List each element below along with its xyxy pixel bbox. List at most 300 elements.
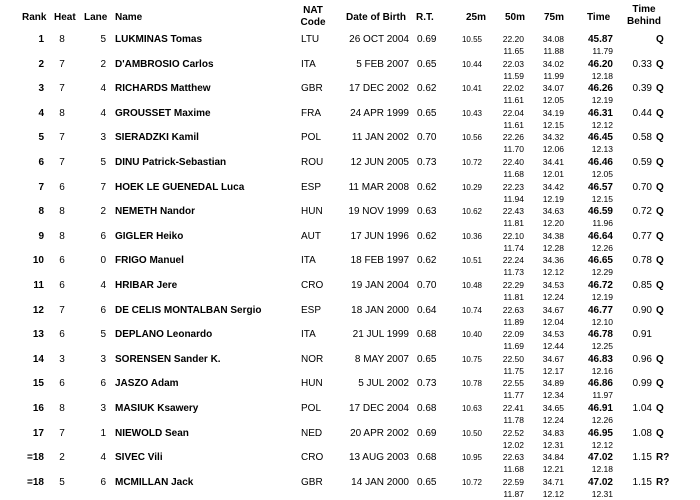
swimmer-name: SIVEC Vili [115, 452, 163, 464]
date-of-birth: 18 JAN 2000 [351, 304, 409, 316]
cumulative-75m: 34.07 [542, 83, 564, 94]
reaction-time: 0.62 [417, 255, 437, 267]
date-of-birth: 8 MAY 2007 [354, 353, 409, 365]
split-25m: 10.95 [461, 453, 482, 463]
header-rank: Rank [22, 12, 47, 23]
split-50m: 11.77 [503, 390, 524, 401]
header-nat-line1: NAT [303, 5, 323, 16]
reaction-time: 0.68 [417, 403, 437, 414]
split-75m: 11.99 [543, 70, 564, 81]
split-25m: 10.63 [461, 404, 482, 413]
lane-cell: 2 [100, 206, 106, 218]
rank-cell: 4 [38, 107, 44, 119]
split-100m: 12.15 [591, 193, 613, 204]
reaction-time: 0.65 [417, 353, 437, 365]
header-name: Name [115, 12, 143, 23]
final-time: 46.57 [587, 181, 613, 193]
lane-cell: 5 [100, 157, 106, 168]
rank-cell: 3 [38, 83, 44, 95]
swimmer-name: MASIUK Ksawery [115, 403, 199, 414]
split-75m: 12.05 [542, 95, 564, 106]
qualification-mark: Q [656, 157, 664, 168]
final-time: 46.26 [587, 83, 613, 95]
split-75m: 11.88 [543, 46, 564, 56]
cumulative-75m: 34.36 [542, 255, 564, 266]
reaction-time: 0.65 [417, 107, 437, 119]
split-100m: 12.26 [591, 242, 613, 253]
qualification-mark: Q [656, 83, 664, 95]
cumulative-50m: 22.63 [502, 304, 524, 315]
split-25m: 10.51 [461, 256, 482, 266]
cumulative-50m: 22.55 [502, 378, 524, 389]
date-of-birth: 19 NOV 1999 [348, 206, 409, 218]
heat-cell: 8 [59, 403, 65, 414]
split-25m: 10.56 [461, 133, 482, 143]
date-of-birth: 24 APR 1999 [350, 107, 409, 119]
split-100m: 12.12 [591, 119, 613, 130]
split-25m: 10.72 [461, 158, 482, 167]
cumulative-75m: 34.53 [542, 329, 564, 340]
final-time: 46.83 [587, 353, 613, 365]
split-75m: 12.28 [542, 242, 564, 253]
heat-cell: 6 [59, 255, 65, 267]
qualification-mark: Q [656, 403, 664, 414]
swimmer-name: GIGLER Heiko [115, 230, 184, 242]
split-25m: 10.75 [461, 354, 482, 364]
time-behind: 0.44 [632, 107, 652, 119]
lane-cell: 4 [100, 452, 106, 464]
cumulative-75m: 34.63 [542, 206, 564, 217]
date-of-birth: 21 JUL 1999 [352, 329, 409, 341]
heat-cell: 6 [59, 181, 65, 193]
cumulative-50m: 22.10 [502, 230, 524, 241]
qualification-mark: Q [656, 107, 664, 119]
rank-cell: 8 [38, 206, 44, 218]
split-75m: 12.24 [542, 292, 564, 302]
heat-cell: 6 [59, 280, 65, 291]
nat-code: GBR [301, 83, 323, 95]
header-lane: Lane [84, 12, 108, 23]
split-75m: 12.12 [542, 267, 564, 278]
qualification-mark: Q [656, 58, 664, 70]
final-time: 46.95 [587, 427, 613, 439]
final-time: 46.65 [587, 255, 613, 267]
split-25m: 10.43 [461, 108, 482, 118]
swimmer-name: MCMILLAN Jack [115, 476, 194, 488]
heat-cell: 8 [59, 230, 65, 242]
final-time: 46.77 [587, 304, 613, 316]
heat-cell: 7 [59, 132, 65, 144]
heat-cell: 8 [59, 107, 65, 119]
nat-code: POL [301, 132, 322, 144]
date-of-birth: 13 AUG 2003 [348, 452, 409, 464]
time-behind: 1.15 [632, 452, 652, 464]
lane-cell: 0 [100, 255, 106, 267]
lane-cell: 3 [100, 353, 106, 365]
qualification-mark: Q [656, 353, 664, 365]
cumulative-50m: 22.20 [502, 34, 524, 44]
lane-cell: 5 [100, 329, 106, 341]
date-of-birth: 17 JUN 1996 [350, 230, 409, 242]
split-100m: 12.19 [591, 95, 613, 106]
split-50m: 11.68 [503, 464, 524, 475]
split-25m: 10.29 [461, 182, 482, 192]
cumulative-50m: 22.23 [502, 181, 524, 192]
split-75m: 12.19 [542, 193, 564, 204]
split-75m: 12.21 [542, 464, 564, 475]
split-50m: 11.87 [503, 488, 524, 499]
split-100m: 12.29 [591, 267, 613, 278]
time-behind: 0.99 [632, 378, 652, 390]
rank-cell: =18 [27, 476, 44, 488]
time-behind: 0.96 [632, 353, 652, 365]
qualification-mark: Q [656, 206, 664, 218]
nat-code: ESP [301, 304, 322, 316]
cumulative-75m: 34.89 [542, 378, 564, 389]
split-100m: 12.10 [591, 316, 613, 327]
cumulative-75m: 34.67 [542, 353, 564, 364]
header-time-behind [617, 4, 671, 28]
reaction-time: 0.69 [417, 34, 437, 45]
swimmer-name: D'AMBROSIO Carlos [115, 58, 214, 70]
split-100m: 12.25 [591, 341, 613, 352]
date-of-birth: 17 DEC 2002 [348, 83, 409, 95]
final-time: 47.02 [587, 476, 613, 488]
lane-cell: 6 [100, 378, 106, 390]
reaction-time: 0.68 [417, 329, 437, 341]
reaction-time: 0.62 [417, 83, 437, 95]
date-of-birth: 11 JAN 2002 [351, 132, 409, 144]
split-25m: 10.55 [461, 35, 482, 44]
nat-code: NED [301, 427, 323, 439]
split-100m: 12.16 [591, 365, 613, 376]
split-50m: 11.61 [503, 119, 524, 130]
split-100m: 12.12 [591, 439, 613, 450]
date-of-birth: 20 APR 2002 [350, 427, 409, 439]
rank-cell: =18 [27, 452, 44, 464]
swimmer-name: NEMETH Nandor [115, 206, 195, 218]
time-behind: 1.08 [632, 427, 652, 439]
swimmer-name: SORENSEN Sander K. [115, 353, 221, 365]
split-75m: 12.06 [542, 144, 564, 155]
split-25m: 10.36 [461, 231, 482, 241]
split-25m: 10.41 [461, 84, 482, 94]
final-time: 46.72 [587, 280, 613, 291]
date-of-birth: 12 JUN 2005 [350, 157, 409, 168]
rank-cell: 9 [38, 230, 44, 242]
qualification-mark: R? [656, 452, 670, 464]
time-behind: 0.59 [632, 157, 652, 168]
nat-code: ITA [301, 58, 316, 70]
split-100m: 12.31 [591, 488, 613, 499]
split-50m: 11.81 [503, 218, 524, 229]
final-time: 46.64 [587, 230, 613, 242]
split-50m: 11.81 [503, 292, 524, 302]
reaction-time: 0.62 [417, 230, 437, 242]
nat-code: GBR [301, 476, 323, 488]
date-of-birth: 11 MAR 2008 [348, 181, 409, 193]
heat-cell: 7 [59, 304, 65, 316]
cumulative-50m: 22.24 [502, 255, 524, 266]
cumulative-50m: 22.40 [502, 157, 524, 167]
split-75m: 12.31 [542, 439, 564, 450]
qualification-mark: Q [656, 132, 664, 144]
final-time: 46.45 [587, 132, 613, 144]
qualification-mark: Q [656, 280, 664, 291]
split-50m: 11.59 [503, 70, 524, 81]
cumulative-75m: 34.83 [542, 427, 564, 438]
split-100m: 12.19 [591, 292, 613, 302]
cumulative-75m: 34.42 [542, 181, 564, 192]
nat-code: HUN [301, 378, 323, 390]
qualification-mark: Q [656, 255, 664, 267]
nat-code: ESP [301, 181, 322, 193]
time-behind: 0.39 [632, 83, 652, 95]
time-behind: 0.70 [632, 181, 652, 193]
final-time: 46.46 [587, 157, 613, 168]
header-dob: Date of Birth [346, 12, 406, 23]
cumulative-75m: 34.19 [542, 107, 564, 118]
heat-cell: 7 [59, 157, 65, 168]
split-25m: 10.44 [461, 59, 482, 69]
date-of-birth: 19 JAN 2004 [351, 280, 409, 291]
cumulative-75m: 34.02 [542, 58, 564, 69]
lane-cell: 7 [100, 181, 106, 193]
reaction-time: 0.65 [417, 58, 437, 70]
qualification-mark: Q [656, 304, 664, 316]
cumulative-75m: 34.67 [542, 304, 564, 315]
date-of-birth: 26 OCT 2004 [349, 34, 409, 45]
time-behind: 1.04 [632, 403, 652, 414]
reaction-time: 0.70 [417, 280, 437, 291]
split-75m: 12.44 [542, 341, 564, 352]
lane-cell: 6 [100, 230, 106, 242]
cumulative-50m: 22.09 [502, 329, 524, 340]
rank-cell: 13 [32, 329, 44, 341]
nat-code: CRO [301, 452, 324, 464]
header-75m: 75m [544, 12, 565, 23]
heat-cell: 2 [59, 452, 65, 464]
cumulative-50m: 22.52 [502, 427, 524, 438]
split-50m: 11.65 [503, 46, 524, 56]
lane-cell: 4 [100, 107, 106, 119]
reaction-time: 0.73 [417, 157, 437, 168]
date-of-birth: 17 DEC 2004 [348, 403, 409, 414]
rank-cell: 5 [38, 132, 44, 144]
nat-code: LTU [301, 34, 320, 45]
header-25m: 25m [466, 12, 487, 23]
swimmer-name: NIEWOLD Sean [115, 427, 189, 439]
lane-cell: 3 [100, 403, 106, 414]
lane-cell: 1 [100, 427, 106, 439]
header-time-behind-line1: Time [632, 4, 656, 15]
date-of-birth: 5 JUL 2002 [358, 378, 409, 390]
heat-cell: 5 [59, 476, 65, 488]
split-50m: 12.02 [502, 439, 524, 450]
split-100m: 11.96 [592, 218, 613, 229]
rank-cell: 10 [32, 255, 44, 267]
split-75m: 12.04 [542, 316, 564, 327]
nat-code: POL [301, 403, 322, 414]
cumulative-75m: 34.41 [542, 157, 564, 167]
swimmer-name: DE CELIS MONTALBAN Sergio [115, 304, 262, 316]
split-50m: 11.61 [503, 95, 524, 106]
final-time: 46.31 [587, 107, 613, 119]
header-rt: R.T. [416, 12, 434, 23]
header-nat-line2: Code [300, 17, 326, 28]
rank-cell: 11 [33, 280, 44, 291]
cumulative-75m: 34.32 [542, 132, 564, 143]
reaction-time: 0.62 [417, 181, 437, 193]
header-50m: 50m [505, 12, 526, 23]
cumulative-50m: 22.02 [502, 83, 524, 94]
header-time: Time [587, 12, 611, 23]
cumulative-75m: 34.65 [542, 403, 564, 413]
heat-cell: 8 [59, 206, 65, 218]
swimmer-name: FRIGO Manuel [115, 255, 184, 267]
cumulative-75m: 34.08 [542, 34, 564, 44]
split-25m: 10.74 [461, 305, 482, 315]
split-100m: 12.13 [591, 144, 613, 155]
time-behind: 0.90 [632, 304, 652, 316]
cumulative-75m: 34.38 [542, 230, 564, 241]
split-100m: 12.18 [591, 464, 613, 475]
reaction-time: 0.73 [417, 378, 437, 390]
rank-cell: 7 [38, 181, 44, 193]
header-heat: Heat [54, 12, 76, 23]
date-of-birth: 18 FEB 1997 [350, 255, 409, 267]
split-75m: 12.15 [542, 119, 564, 130]
date-of-birth: 14 JAN 2000 [351, 476, 409, 488]
heat-cell: 7 [59, 427, 65, 439]
nat-code: NOR [301, 353, 324, 365]
header-time-behind-line2: Behind [627, 16, 661, 27]
cumulative-50m: 22.50 [502, 353, 524, 364]
reaction-time: 0.68 [417, 452, 437, 464]
lane-cell: 6 [100, 304, 106, 316]
cumulative-75m: 34.84 [542, 452, 564, 463]
reaction-time: 0.64 [417, 304, 437, 316]
reaction-time: 0.69 [417, 427, 437, 439]
swimmer-name: LUKMINAS Tomas [115, 34, 203, 45]
qualification-mark: Q [656, 378, 664, 390]
rank-cell: 1 [38, 34, 44, 45]
rank-cell: 12 [32, 304, 44, 316]
rank-cell: 14 [32, 353, 44, 365]
nat-code: CRO [301, 280, 324, 291]
split-50m: 11.68 [503, 169, 524, 179]
qualification-mark: Q [656, 181, 664, 193]
split-75m: 12.01 [542, 169, 564, 179]
swimmer-name: DEPLANO Leonardo [115, 329, 213, 341]
time-behind: 0.78 [632, 255, 652, 267]
heat-cell: 6 [59, 378, 65, 390]
final-time: 46.91 [587, 403, 613, 414]
nat-code: ITA [301, 255, 316, 267]
date-of-birth: 5 FEB 2007 [356, 58, 409, 70]
lane-cell: 6 [100, 476, 106, 488]
split-100m: 11.79 [592, 46, 613, 56]
cumulative-50m: 22.03 [502, 58, 524, 69]
split-75m: 12.20 [542, 218, 564, 229]
final-time: 46.20 [587, 58, 613, 70]
reaction-time: 0.70 [417, 132, 437, 144]
qualification-mark: Q [656, 34, 664, 45]
final-time: 45.87 [587, 34, 613, 45]
cumulative-50m: 22.43 [502, 206, 524, 217]
split-50m: 11.89 [503, 316, 524, 327]
split-75m: 12.24 [542, 415, 564, 425]
swimmer-name: JASZO Adam [115, 378, 179, 390]
split-25m: 10.48 [461, 281, 482, 290]
time-behind: 0.77 [632, 230, 652, 242]
cumulative-50m: 22.04 [502, 107, 524, 118]
header-nat [296, 5, 330, 29]
qualification-mark: Q [656, 427, 664, 439]
lane-cell: 4 [100, 83, 106, 95]
nat-code: HUN [301, 206, 323, 218]
lane-cell: 5 [100, 34, 106, 45]
split-75m: 12.12 [542, 488, 564, 499]
time-behind: 0.72 [632, 206, 652, 218]
heat-cell: 6 [59, 329, 65, 341]
rank-cell: 2 [38, 58, 44, 70]
time-behind: 0.33 [632, 58, 652, 70]
nat-code: ROU [301, 157, 324, 168]
split-75m: 12.17 [542, 365, 564, 376]
split-25m: 10.72 [461, 477, 482, 487]
cumulative-50m: 22.26 [502, 132, 524, 143]
qualification-mark: Q [656, 230, 664, 242]
cumulative-50m: 22.29 [502, 280, 524, 290]
time-behind: 0.85 [632, 280, 652, 291]
split-50m: 11.94 [503, 193, 524, 204]
time-behind: 1.15 [632, 476, 652, 488]
split-25m: 10.40 [461, 330, 482, 340]
rank-cell: 17 [32, 427, 44, 439]
swimmer-name: HRIBAR Jere [115, 280, 178, 291]
cumulative-75m: 34.71 [542, 476, 564, 487]
final-time: 46.59 [587, 206, 613, 218]
cumulative-75m: 34.53 [542, 280, 564, 290]
reaction-time: 0.65 [417, 476, 437, 488]
split-100m: 12.05 [591, 169, 613, 179]
split-25m: 10.62 [461, 207, 482, 217]
cumulative-50m: 22.59 [502, 476, 524, 487]
split-25m: 10.50 [461, 428, 482, 438]
lane-cell: 4 [100, 280, 106, 291]
split-50m: 11.69 [503, 341, 524, 352]
split-75m: 12.34 [542, 390, 564, 401]
qualification-mark: R? [656, 476, 670, 488]
rank-cell: 15 [32, 378, 44, 390]
nat-code: FRA [301, 107, 321, 119]
rank-cell: 16 [32, 403, 44, 414]
reaction-time: 0.63 [417, 206, 437, 218]
rank-cell: 6 [38, 157, 44, 168]
cumulative-50m: 22.63 [502, 452, 524, 463]
cumulative-50m: 22.41 [502, 403, 524, 413]
final-time: 46.86 [587, 378, 613, 390]
time-behind: 0.91 [632, 329, 652, 341]
swimmer-name: DINU Patrick-Sebastian [115, 157, 227, 168]
split-50m: 11.73 [503, 267, 524, 278]
split-100m: 12.18 [591, 70, 613, 81]
split-50m: 11.74 [503, 242, 524, 253]
split-50m: 11.78 [503, 415, 524, 425]
split-25m: 10.78 [461, 379, 482, 389]
split-100m: 12.26 [591, 415, 613, 425]
